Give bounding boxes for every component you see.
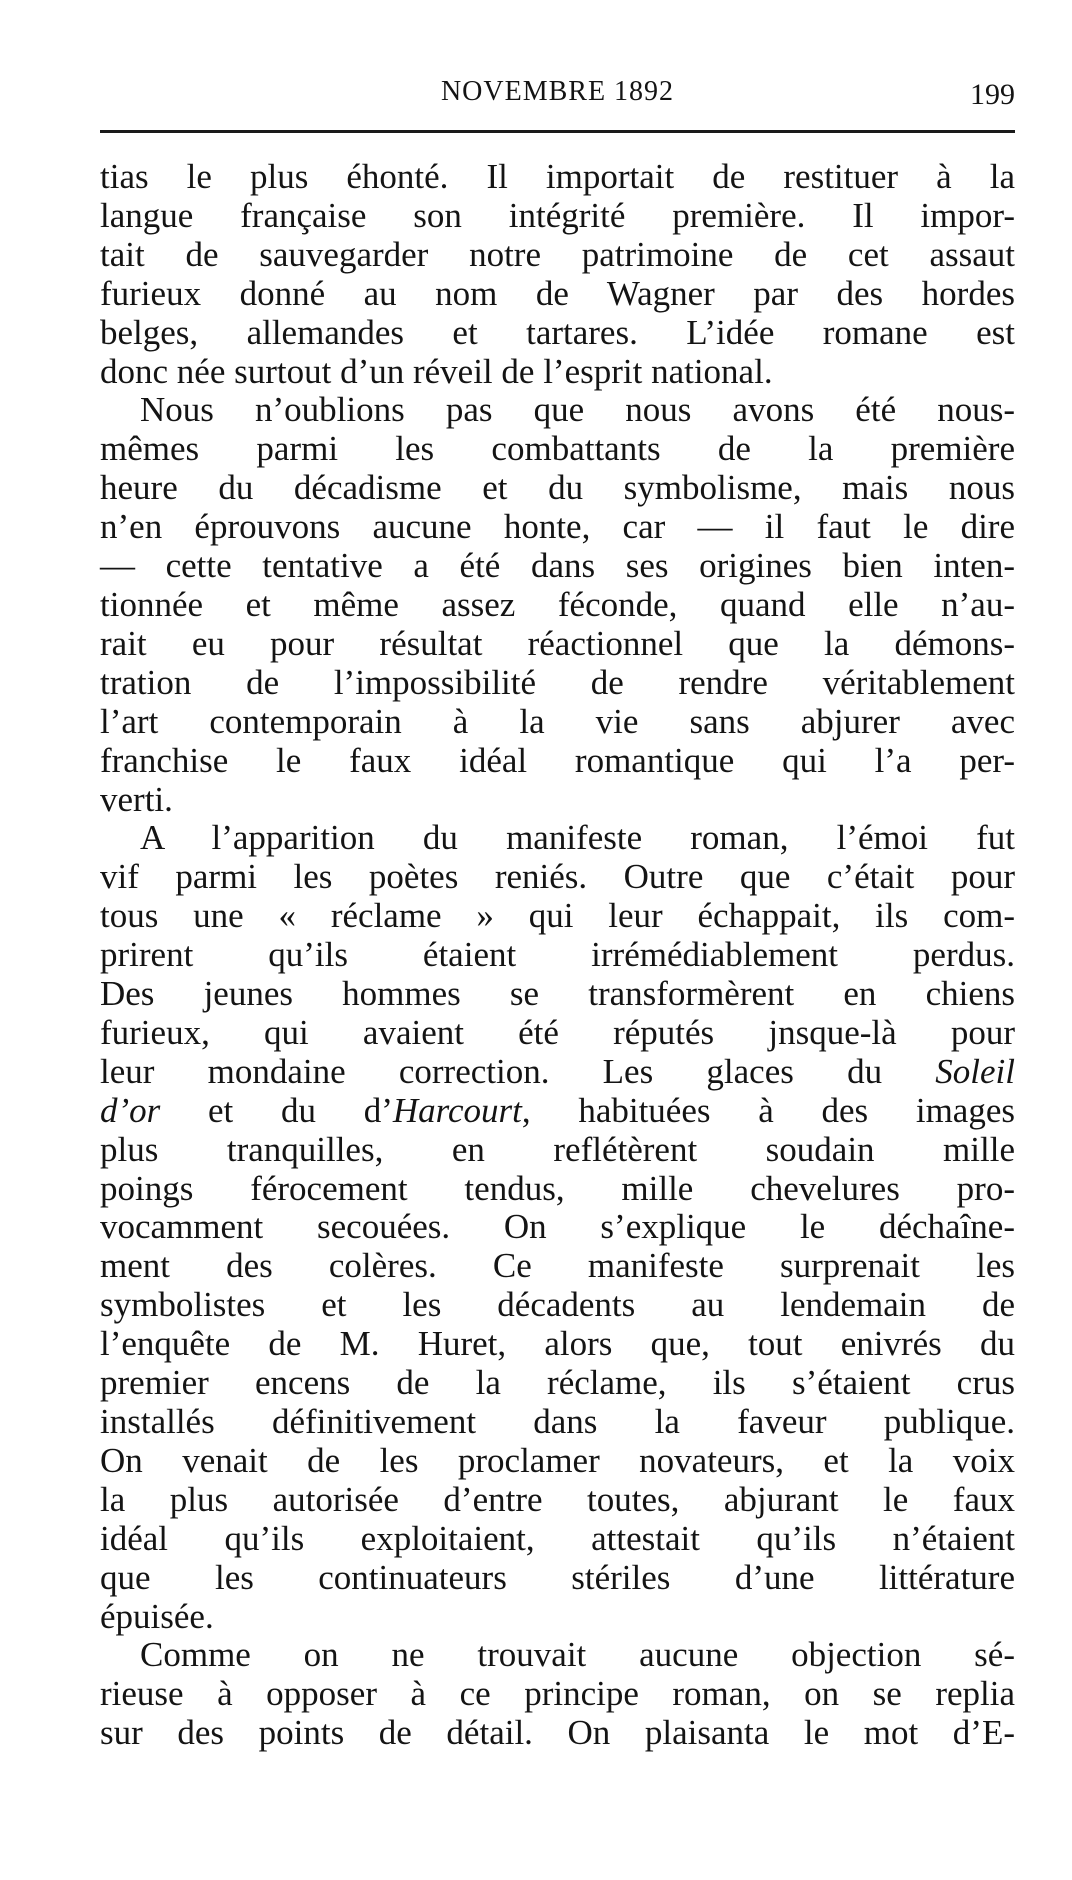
text-line: prirent qu’ils étaient irrémédiablement perdus. (100, 935, 1015, 975)
text-line: furieux, qui avaient été réputés jnsque-là pour (100, 1012, 1015, 1052)
text-line: leur mondaine correction. Les glaces du Soleil (100, 1051, 1015, 1091)
header-rule (100, 130, 1015, 133)
text-line: n’en éprouvons aucune honte, car — il faut le dire (100, 507, 1015, 547)
paragraph (100, 391, 1015, 819)
paragraph (100, 819, 1015, 1636)
text-line: rieuse à opposer à ce principe roman, on se replia (100, 1674, 1015, 1714)
text-line: heure du décadisme et du symbolisme, mais nous (100, 468, 1015, 508)
text-line: que les continuateurs stériles d’une littérature (100, 1557, 1015, 1597)
text-line: installés définitivement dans la faveur publique. (100, 1402, 1015, 1441)
text-line: A l’apparition du manifeste roman, l’émoi fut (140, 818, 1015, 858)
text-line: tous une « réclame » qui leur échappait, ils com- (100, 896, 1015, 936)
text-line: d’or et du d’Harcourt, habituées à des images (100, 1090, 1015, 1130)
text-line: verti. (100, 779, 173, 819)
text-line: idéal qu’ils exploitaient, attestait qu’ils n’étaient (100, 1518, 1015, 1558)
body-text (100, 158, 1015, 1753)
text-line: premier encens de la réclame, ils s’étaient crus (100, 1363, 1015, 1403)
text-line: plus tranquilles, en reflétèrent soudain mille (100, 1129, 1015, 1169)
text-line: rait eu pour résultat réactionnel que la démons- (100, 623, 1015, 663)
text-line: franchise le faux idéal romantique qui l’a per- (100, 740, 1015, 780)
text-line: tait de sauvegarder notre patrimoine de cet assaut (100, 234, 1015, 274)
text-line: l’art contemporain à la vie sans abjurer avec (100, 701, 1015, 741)
italic-text: Harcourt (392, 1090, 522, 1130)
text-line: tionnée et même assez féconde, quand elle n’au- (100, 584, 1015, 624)
page-header (100, 76, 1015, 120)
text-line: Des jeunes hommes se transformèrent en chiens (100, 974, 1015, 1014)
text-line: épuisée. (100, 1596, 214, 1636)
text-line: langue française son intégrité première. Il impor- (100, 195, 1015, 235)
running-head: NOVEMBRE 1892 (440, 76, 675, 107)
text-line: donc née surtout d’un réveil de l’esprit national. (100, 351, 773, 391)
paragraph (100, 1636, 1015, 1753)
text-line: l’enquête de M. Huret, alors que, tout enivrés du (100, 1324, 1015, 1364)
text-line: belges, allemandes et tartares. L’idée romane est (100, 312, 1015, 352)
italic-text: d’or (100, 1090, 161, 1130)
text-line: Nous n’oublions pas que nous avons été nous- (140, 390, 1015, 430)
text-line: tration de l’impossibilité de rendre véritablement (100, 662, 1015, 702)
text-line: On venait de les proclamer novateurs, et la voix (100, 1440, 1015, 1480)
text-line: vocamment secouées. On s’explique le déchaîne- (100, 1207, 1015, 1247)
italic-text: Soleil (935, 1051, 1015, 1091)
text-line: mêmes parmi les combattants de la première (100, 429, 1015, 469)
paragraph (100, 158, 1015, 391)
text-line: vif parmi les poètes reniés. Outre que c’était pour (100, 857, 1015, 897)
text-line: symbolistes et les décadents au lendemain de (100, 1285, 1015, 1325)
text-line: tias le plus éhonté. Il importait de restituer à la (100, 157, 1015, 196)
text-line: furieux donné au nom de Wagner par des hordes (100, 273, 1015, 313)
text-line: — cette tentative a été dans ses origines bien inten- (100, 546, 1015, 586)
text-line: la plus autorisée d’entre toutes, abjurant le faux (100, 1479, 1015, 1519)
text-line: Comme on ne trouvait aucune objection sé- (140, 1635, 1015, 1675)
text-line: sur des points de détail. On plaisanta le mot d’E- (100, 1713, 1015, 1753)
text-line: ment des colères. Ce manifeste surprenait les (100, 1246, 1015, 1286)
page-number: 199 (970, 78, 1015, 111)
text-line: poings férocement tendus, mille chevelures pro- (100, 1168, 1015, 1208)
